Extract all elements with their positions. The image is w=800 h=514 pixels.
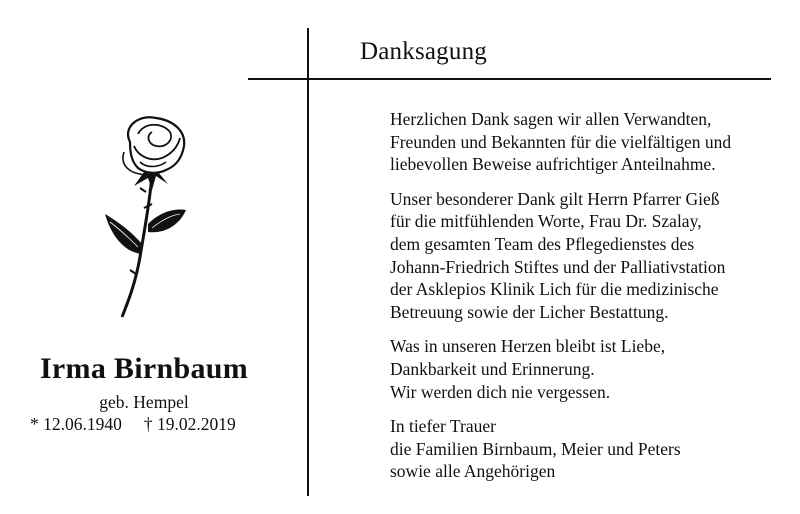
text-line: Freunden und Bekannten für die vielfältigen und [390, 131, 732, 152]
deceased-name: Irma Birnbaum [39, 352, 249, 385]
text-line: für die mitfühlenden Worte, Frau Dr. Szalay, [390, 211, 702, 232]
life-dates [30, 414, 236, 435]
cross-horizontal-rule [248, 78, 771, 80]
text-line: der Asklepios Klinik Lich für die medizinische [390, 279, 719, 300]
rose-icon [100, 112, 200, 322]
paragraph-remembrance [390, 335, 790, 403]
text-line: liebevollen Beweise aufrichtiger Anteilnahme. [390, 154, 716, 175]
text-line: Was in unseren Herzen bleibt ist Liebe, [390, 336, 666, 357]
birth-name: geb. Hempel [99, 392, 189, 412]
cross-vertical-rule [307, 28, 309, 496]
text-line: Betreuung sowie der Licher Bestattung. [390, 301, 669, 322]
death-date: † 19.02.2019 [143, 414, 236, 434]
birth-date: * 12.06.1940 [30, 414, 122, 434]
text-line: Herzlichen Dank sagen wir allen Verwandten, [390, 109, 712, 129]
notice-body [390, 108, 790, 495]
paragraph-thanks [390, 108, 790, 176]
text-line: Wir werden dich nie vergessen. [390, 381, 611, 402]
text-line: sowie alle Angehörigen [390, 461, 556, 482]
text-line: Unser besonderer Dank gilt Herrn Pfarrer Gieß [390, 188, 720, 209]
text-line: die Familien Birnbaum, Meier und Peters [390, 438, 681, 459]
text-line: Dankbarkeit und Erinnerung. [390, 358, 595, 379]
paragraph-special-thanks [390, 188, 790, 324]
notice-heading: Danksagung [360, 38, 487, 65]
text-line: dem gesamten Team des Pflegedienstes des [390, 233, 695, 254]
paragraph-signature [390, 415, 790, 483]
text-line: In tiefer Trauer [390, 416, 496, 437]
text-line: Johann-Friedrich Stiftes und der Palliativstation [390, 256, 726, 277]
